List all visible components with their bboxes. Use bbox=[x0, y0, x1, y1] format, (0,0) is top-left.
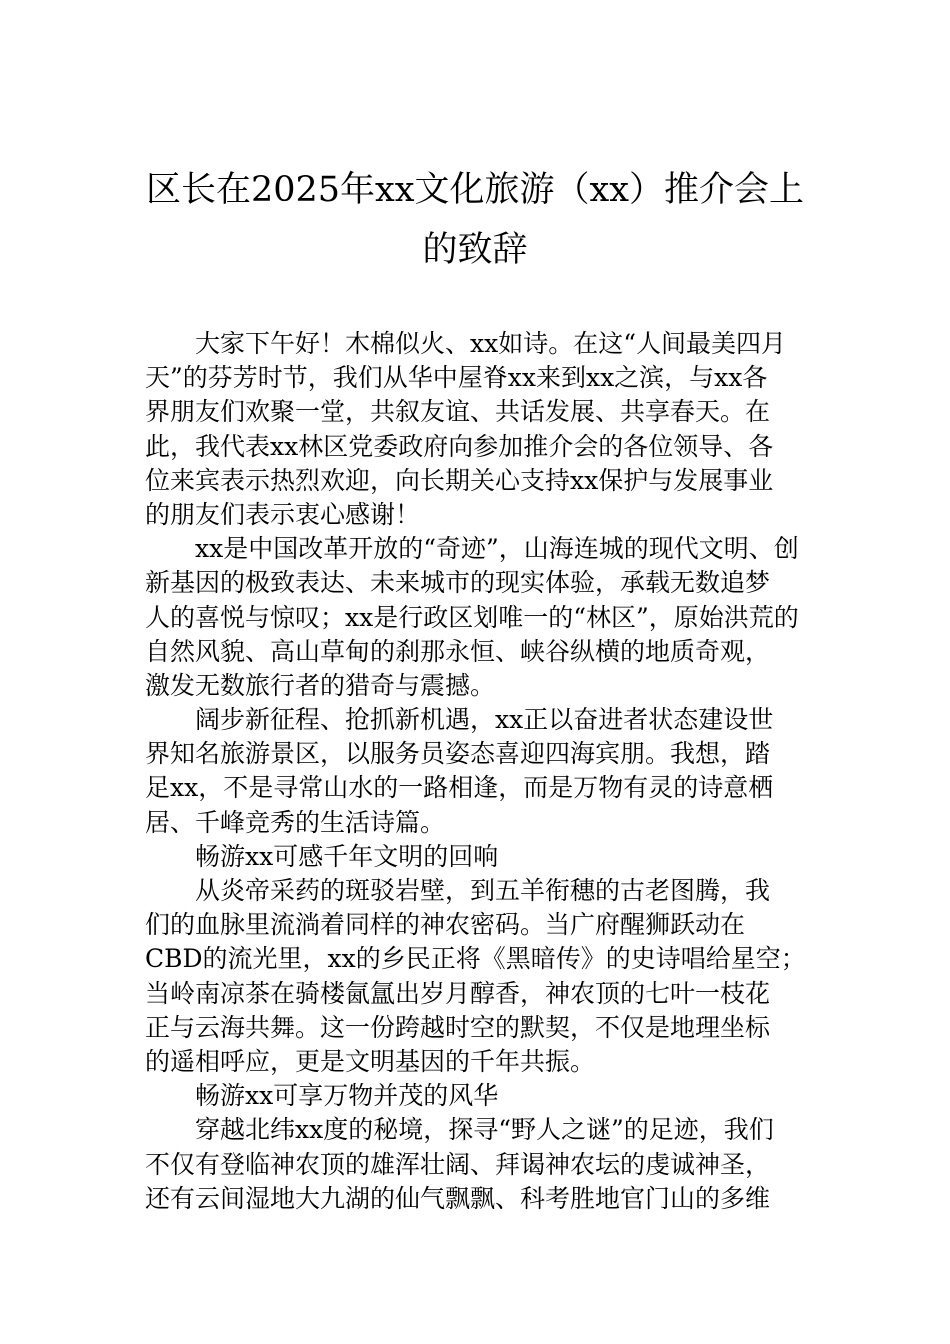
section-heading: 畅游xx可感千年文明的回响 bbox=[195, 841, 499, 871]
body-line: 自然风貌、高山草甸的刹那永恒、峡谷纵横的地质奇观， bbox=[145, 636, 771, 666]
document-title bbox=[120, 160, 830, 280]
body-line: 位来宾表示热烈欢迎，向长期关心支持xx保护与发展事业 bbox=[145, 465, 774, 495]
body-line: 当岭南凉茶在骑楼氤氲出岁月醇香，神农顶的七叶一枝花 bbox=[145, 978, 771, 1008]
body-line: 从炎帝采药的斑驳岩壁，到五羊衔穗的古老图腾，我 bbox=[195, 876, 771, 905]
body-line: 界朋友们欢聚一堂，共叙友谊、共话发展、共享春天。在 bbox=[145, 397, 771, 427]
body-line: 不仅有登临神农顶的雄浑壮阔、拜谒神农坛的虔诚神圣， bbox=[145, 1149, 771, 1179]
body-line: 激发无数旅行者的猎奇与震撼。 bbox=[145, 670, 496, 700]
body-line: 穿越北纬xx度的秘境，探寻“野人之谜”的足迹，我们 bbox=[195, 1115, 774, 1145]
body-line: 们的血脉里流淌着同样的神农密码。当广府醒狮跃动在 bbox=[145, 910, 746, 940]
body-line: 阔步新征程、抢抓新机遇，xx正以奋进者状态建设世 bbox=[195, 705, 774, 735]
body-line: 人的喜悦与惊叹；xx是行政区划唯一的“林区”，原始洪荒的 bbox=[145, 602, 799, 632]
body-line: 此，我代表xx林区党委政府向参加推介会的各位领导、各 bbox=[145, 431, 774, 461]
body-line: 界知名旅游景区，以服务员姿态喜迎四海宾朋。我想，踏 bbox=[145, 739, 771, 769]
body-line: 还有云间湿地大九湖的仙气飘飘、科考胜地官门山的多维 bbox=[145, 1183, 771, 1213]
body-line: 正与云海共舞。这一份跨越时空的默契，不仅是地理坐标 bbox=[145, 1012, 771, 1042]
title-line-2: 的致辞 bbox=[422, 230, 528, 270]
body-line: 天”的芬芳时节，我们从华中屋脊xx来到xx之滨，与xx各 bbox=[145, 363, 768, 393]
body-line: 的朋友们表示衷心感谢！ bbox=[145, 499, 421, 529]
body-line: xx是中国改革开放的“奇迹”，山海连城的现代文明、创 bbox=[195, 534, 799, 564]
body-line: 新基因的极致表达、未来城市的现实体验，承载无数追梦 bbox=[145, 568, 771, 598]
section-heading: 畅游xx可享万物并茂的风华 bbox=[195, 1081, 499, 1111]
document-body bbox=[145, 327, 820, 1216]
body-line: 足xx，不是寻常山水的一路相逢，而是万物有灵的诗意栖 bbox=[145, 773, 774, 803]
title-line-1: 区长在2025年xx文化旅游（xx）推介会上 bbox=[145, 170, 805, 210]
body-line: 大家下午好！木棉似火、xx如诗。在这“人间最美四月 bbox=[195, 329, 786, 358]
body-line: CBD的流光里，xx的乡民正将《黑暗传》的史诗唱给星空； bbox=[145, 944, 806, 974]
body-line: 居、千峰竞秀的生活诗篇。 bbox=[145, 807, 446, 837]
body-line: 的遥相呼应，更是文明基因的千年共振。 bbox=[145, 1046, 596, 1076]
